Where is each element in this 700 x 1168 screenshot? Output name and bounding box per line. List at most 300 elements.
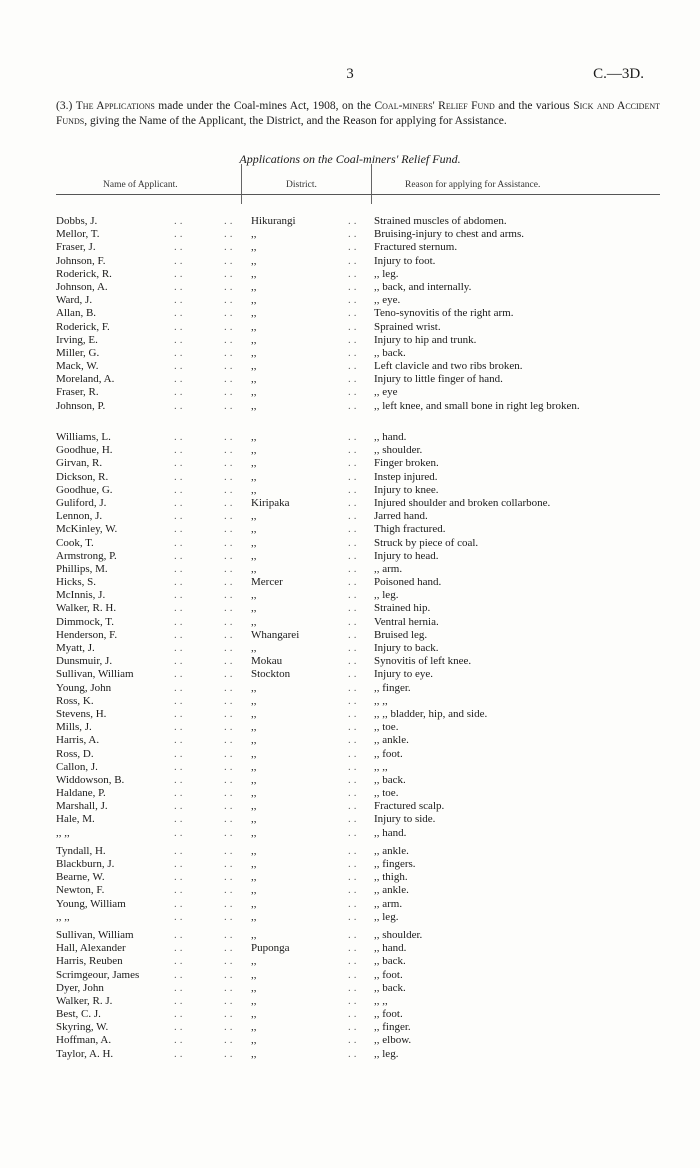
leader-dots: .. — [224, 280, 236, 293]
leader-dots: .. — [224, 942, 236, 955]
leader-dots: .. — [348, 668, 360, 681]
leader-dots: .. — [174, 1008, 186, 1021]
reason: ,, leg. — [374, 267, 399, 280]
applicant-name: Henderson, F. — [56, 628, 118, 641]
leader-dots: .. — [174, 1034, 186, 1047]
reason: ,, hand. — [374, 826, 407, 839]
reason: Strained muscles of abdomen. — [374, 215, 507, 227]
district: ,, — [251, 510, 257, 523]
district: ,, — [251, 981, 257, 994]
leader-dots: .. — [224, 615, 236, 628]
leader-dots: .. — [224, 215, 236, 227]
applicant-name: Goodhue, G. — [56, 483, 113, 496]
leader-dots: .. — [348, 562, 360, 575]
leader-dots: .. — [224, 589, 236, 602]
leader-dots: .. — [348, 280, 360, 293]
leader-dots: .. — [348, 910, 360, 923]
leader-dots: .. — [224, 470, 236, 483]
leader-dots: .. — [224, 628, 236, 641]
district: ,, — [251, 694, 257, 707]
leader-dots: .. — [224, 510, 236, 523]
reason: Injury to foot. — [374, 254, 436, 267]
reason: ,, foot. — [374, 1008, 403, 1021]
reason: ,, ,, — [374, 994, 388, 1007]
district: ,, — [251, 241, 257, 254]
leader-dots: .. — [348, 1047, 360, 1060]
district: ,, — [251, 1034, 257, 1047]
table-row — [56, 982, 660, 995]
applicant-name: Young, William — [56, 897, 126, 910]
reason: ,, finger. — [374, 681, 411, 694]
reason: ,, leg. — [374, 1047, 399, 1060]
leader-dots: .. — [174, 549, 186, 562]
district: ,, — [251, 681, 257, 694]
applicant-name: Dyer, John — [56, 981, 104, 994]
page-number: 3 — [346, 66, 354, 82]
leader-dots: .. — [174, 307, 186, 320]
reason: ,, thigh. — [374, 871, 408, 884]
applicant-name: Armstrong, P. — [56, 549, 117, 562]
leader-dots: .. — [224, 386, 236, 399]
district: ,, — [251, 844, 257, 857]
leader-dots: .. — [174, 858, 186, 871]
district: ,, — [251, 280, 257, 293]
applicant-name: Roderick, R. — [56, 267, 112, 280]
leader-dots: .. — [174, 787, 186, 800]
table-row — [56, 708, 660, 721]
reason: Instep injured. — [374, 470, 438, 483]
column-header-name: Name of Applicant. — [103, 180, 178, 190]
intro-text-2: and the various — [494, 100, 574, 112]
table-row — [56, 668, 660, 681]
leader-dots: .. — [348, 800, 360, 813]
table-row — [56, 589, 660, 602]
district: ,, — [251, 386, 257, 399]
applicant-name: Haldane, P. — [56, 787, 106, 800]
applicant-name: Fraser, J. — [56, 241, 96, 254]
applicant-name: Moreland, A. — [56, 373, 115, 386]
intro-smallcaps-2: Coal-miners' Relief Fund — [374, 100, 495, 112]
leader-dots: .. — [174, 373, 186, 386]
leader-dots: .. — [224, 373, 236, 386]
table-row — [56, 523, 660, 536]
district: ,, — [251, 536, 257, 549]
intro-paragraph — [56, 99, 660, 128]
district: Whangarei — [251, 628, 300, 641]
leader-dots: .. — [174, 910, 186, 923]
section-number: (3.) — [56, 100, 73, 112]
leader-dots: .. — [348, 589, 360, 602]
table-row — [56, 431, 660, 444]
applicant-name: Stevens, H. — [56, 707, 107, 720]
district: ,, — [251, 254, 257, 267]
leader-dots: .. — [348, 215, 360, 227]
table-row — [56, 884, 660, 897]
leader-dots: .. — [174, 602, 186, 615]
reason: Sprained wrist. — [374, 320, 441, 333]
leader-dots: .. — [174, 523, 186, 536]
leader-dots: .. — [224, 813, 236, 826]
applicant-name: ,, ,, — [56, 826, 70, 839]
leader-dots: .. — [174, 470, 186, 483]
table-row — [56, 1034, 660, 1047]
applicant-name: Hale, M. — [56, 813, 95, 826]
leader-dots: .. — [174, 346, 186, 359]
table-row — [56, 827, 660, 840]
applicant-name: Cook, T. — [56, 536, 94, 549]
leader-dots: .. — [174, 747, 186, 760]
applicant-name: Mellor, T. — [56, 228, 100, 241]
reason: ,, foot. — [374, 747, 403, 760]
leader-dots: .. — [174, 228, 186, 241]
reason: Strained hip. — [374, 602, 431, 615]
district: ,, — [251, 431, 257, 444]
table-row — [56, 268, 660, 281]
leader-dots: .. — [174, 457, 186, 470]
table-row — [56, 655, 660, 668]
leader-dots: .. — [174, 694, 186, 707]
leader-dots: .. — [174, 668, 186, 681]
leader-dots: .. — [224, 562, 236, 575]
leader-dots: .. — [348, 942, 360, 955]
reason: ,, finger. — [374, 1021, 411, 1034]
table-row — [56, 845, 660, 858]
leader-dots: .. — [348, 844, 360, 857]
applicant-name: McKinley, W. — [56, 523, 118, 536]
leader-dots: .. — [174, 721, 186, 734]
leader-dots: .. — [174, 981, 186, 994]
table-row — [56, 642, 660, 655]
applicant-name: Dobbs, J. — [56, 215, 98, 227]
leader-dots: .. — [174, 615, 186, 628]
leader-dots: .. — [224, 734, 236, 747]
leader-dots: .. — [224, 760, 236, 773]
leader-dots: .. — [174, 800, 186, 813]
district: ,, — [251, 267, 257, 280]
applications-table — [56, 215, 660, 1061]
applicant-name: Hall, Alexander — [56, 942, 126, 955]
table-subtitle: Applications on the Coal-miners' Relief Fund. — [239, 152, 461, 166]
district: ,, — [251, 444, 257, 457]
leader-dots: .. — [348, 373, 360, 386]
applicant-name: Lennon, J. — [56, 510, 103, 523]
applicant-name: Walker, R. J. — [56, 994, 113, 1007]
leader-dots: .. — [224, 549, 236, 562]
leader-dots: .. — [224, 431, 236, 444]
district: ,, — [251, 707, 257, 720]
table-row — [56, 334, 660, 347]
applicant-name: Phillips, M. — [56, 562, 108, 575]
table-row — [56, 471, 660, 484]
district: ,, — [251, 307, 257, 320]
reason: ,, foot. — [374, 968, 403, 981]
table-row — [56, 1021, 660, 1034]
district: ,, — [251, 373, 257, 386]
leader-dots: .. — [348, 858, 360, 871]
leader-dots: .. — [224, 1021, 236, 1034]
table-row — [56, 898, 660, 911]
table-row — [56, 400, 660, 426]
leader-dots: .. — [224, 800, 236, 813]
table-row — [56, 550, 660, 563]
applicant-name: Young, John — [56, 681, 112, 694]
leader-dots: .. — [348, 536, 360, 549]
leader-dots: .. — [224, 928, 236, 941]
reason: Injury to knee. — [374, 483, 439, 496]
district: ,, — [251, 760, 257, 773]
table-row — [56, 629, 660, 642]
leader-dots: .. — [224, 254, 236, 267]
leader-dots: .. — [174, 628, 186, 641]
applicant-name: Dimmock, T. — [56, 615, 114, 628]
leader-dots: .. — [174, 496, 186, 509]
table-row — [56, 813, 660, 826]
reason: Teno-synovitis of the right arm. — [374, 307, 514, 320]
table-row — [56, 215, 660, 228]
district: ,, — [251, 787, 257, 800]
applicant-name: Johnson, A. — [56, 280, 108, 293]
reason: ,, back. — [374, 346, 406, 359]
applicant-name: Dunsmuir, J. — [56, 655, 113, 668]
leader-dots: .. — [224, 1047, 236, 1060]
table-row — [56, 576, 660, 589]
leader-dots: .. — [224, 399, 236, 412]
district: ,, — [251, 955, 257, 968]
district: ,, — [251, 721, 257, 734]
applicant-name: Goodhue, H. — [56, 444, 113, 457]
district: ,, — [251, 549, 257, 562]
leader-dots: .. — [224, 858, 236, 871]
intro-smallcaps-1: The Applications — [75, 100, 155, 112]
applicant-name: Callon, J. — [56, 760, 98, 773]
district: ,, — [251, 897, 257, 910]
district: ,, — [251, 615, 257, 628]
district: ,, — [251, 773, 257, 786]
reason: ,, eye — [374, 386, 398, 399]
table-row — [56, 563, 660, 576]
leader-dots: .. — [348, 1034, 360, 1047]
district: ,, — [251, 483, 257, 496]
reason: ,, toe. — [374, 721, 399, 734]
leader-dots: .. — [224, 1008, 236, 1021]
table-row — [56, 281, 660, 294]
applicant-name: Guliford, J. — [56, 496, 107, 509]
leader-dots: .. — [224, 457, 236, 470]
table-row — [56, 255, 660, 268]
applicant-name: Miller, G. — [56, 346, 100, 359]
reason: Bruised leg. — [374, 628, 428, 641]
table-row — [56, 616, 660, 629]
table-row — [56, 241, 660, 254]
leader-dots: .. — [224, 444, 236, 457]
leader-dots: .. — [348, 955, 360, 968]
leader-dots: .. — [174, 994, 186, 1007]
reason: Ventral hernia. — [374, 615, 439, 628]
leader-dots: .. — [224, 707, 236, 720]
table-row — [56, 1008, 660, 1021]
reason: ,, ankle. — [374, 734, 409, 747]
column-divider — [371, 164, 372, 204]
leader-dots: .. — [224, 884, 236, 897]
leader-dots: .. — [224, 968, 236, 981]
applicant-name: Girvan, R. — [56, 457, 103, 470]
leader-dots: .. — [348, 981, 360, 994]
table-row — [56, 360, 660, 373]
leader-dots: .. — [174, 871, 186, 884]
table-row — [56, 682, 660, 695]
applicant-name: Marshall, J. — [56, 800, 108, 813]
district: ,, — [251, 928, 257, 941]
district: ,, — [251, 884, 257, 897]
leader-dots: .. — [174, 642, 186, 655]
intro-text-3: , giving the Name of the Applicant, the District, and the Reason for applying for Assistance. — [84, 114, 507, 127]
leader-dots: .. — [348, 773, 360, 786]
document-code: C.—3D. — [593, 66, 644, 82]
leader-dots: .. — [174, 773, 186, 786]
table-row — [56, 347, 660, 360]
district: ,, — [251, 470, 257, 483]
leader-dots: .. — [174, 360, 186, 373]
leader-dots: .. — [174, 707, 186, 720]
leader-dots: .. — [174, 928, 186, 941]
reason: Injury to head. — [374, 549, 439, 562]
applicant-name: Irving, E. — [56, 333, 98, 346]
reason: Injured shoulder and broken collarbone. — [374, 496, 551, 509]
district: ,, — [251, 994, 257, 1007]
applicant-name: Dickson, R. — [56, 470, 109, 483]
table-row — [56, 602, 660, 615]
reason: ,, ,, — [374, 760, 388, 773]
leader-dots: .. — [224, 483, 236, 496]
applicant-name: Bearne, W. — [56, 871, 105, 884]
leader-dots: .. — [348, 721, 360, 734]
leader-dots: .. — [174, 444, 186, 457]
leader-dots: .. — [348, 694, 360, 707]
leader-dots: .. — [174, 760, 186, 773]
leader-dots: .. — [224, 576, 236, 589]
leader-dots: .. — [348, 968, 360, 981]
applicant-name: Taylor, A. H. — [56, 1047, 114, 1060]
applicant-name: Tyndall, H. — [56, 844, 106, 857]
applicant-name: Best, C. J. — [56, 1008, 101, 1021]
reason: Struck by piece of coal. — [374, 536, 479, 549]
reason: ,, arm. — [374, 897, 403, 910]
applicant-name: Allan, B. — [56, 307, 97, 320]
leader-dots: .. — [174, 320, 186, 333]
table-row — [56, 787, 660, 800]
leader-dots: .. — [348, 386, 360, 399]
leader-dots: .. — [224, 910, 236, 923]
leader-dots: .. — [174, 942, 186, 955]
reason: Injury to little finger of hand. — [374, 373, 503, 386]
district: Mokau — [251, 655, 283, 668]
district: ,, — [251, 523, 257, 536]
leader-dots: .. — [224, 747, 236, 760]
leader-dots: .. — [224, 360, 236, 373]
leader-dots: .. — [174, 399, 186, 412]
district: ,, — [251, 457, 257, 470]
district: ,, — [251, 1008, 257, 1021]
reason: Poisoned hand. — [374, 576, 442, 589]
district: Puponga — [251, 942, 290, 955]
leader-dots: .. — [224, 642, 236, 655]
leader-dots: .. — [174, 254, 186, 267]
applicant-name: Johnson, F. — [56, 254, 106, 267]
leader-dots: .. — [174, 267, 186, 280]
leader-dots: .. — [348, 897, 360, 910]
leader-dots: .. — [224, 346, 236, 359]
leader-dots: .. — [174, 734, 186, 747]
district: ,, — [251, 642, 257, 655]
leader-dots: .. — [348, 813, 360, 826]
leader-dots: .. — [348, 431, 360, 444]
district: ,, — [251, 602, 257, 615]
leader-dots: .. — [174, 655, 186, 668]
leader-dots: .. — [348, 747, 360, 760]
reason: ,, arm. — [374, 562, 403, 575]
leader-dots: .. — [348, 496, 360, 509]
table-row — [56, 761, 660, 774]
reason: ,, hand. — [374, 942, 407, 955]
table-row — [56, 955, 660, 968]
leader-dots: .. — [224, 523, 236, 536]
leader-dots: .. — [348, 576, 360, 589]
table-row — [56, 457, 660, 470]
district: ,, — [251, 968, 257, 981]
leader-dots: .. — [224, 681, 236, 694]
district: ,, — [251, 734, 257, 747]
reason: ,, ,, bladder, hip, and side. — [374, 707, 488, 720]
table-row — [56, 228, 660, 241]
table-row — [56, 537, 660, 550]
leader-dots: .. — [174, 536, 186, 549]
district: ,, — [251, 228, 257, 241]
leader-dots: .. — [174, 813, 186, 826]
table-row — [56, 484, 660, 497]
table-row — [56, 497, 660, 510]
table-row — [56, 695, 660, 708]
reason: Thigh fractured. — [374, 523, 446, 536]
reason: ,, back. — [374, 981, 406, 994]
district: ,, — [251, 294, 257, 307]
applicant-name: Williams, L. — [56, 431, 111, 444]
applicant-name: Ward, J. — [56, 294, 93, 307]
leader-dots: .. — [348, 360, 360, 373]
reason: ,, fingers. — [374, 858, 416, 871]
leader-dots: .. — [174, 589, 186, 602]
district: ,, — [251, 346, 257, 359]
applicant-name: Hoffman, A. — [56, 1034, 112, 1047]
leader-dots: .. — [174, 897, 186, 910]
applicant-name: Sullivan, William — [56, 928, 134, 941]
table-row — [56, 774, 660, 787]
leader-dots: .. — [224, 655, 236, 668]
leader-dots: .. — [174, 562, 186, 575]
leader-dots: .. — [224, 241, 236, 254]
district: ,, — [251, 747, 257, 760]
applicant-name: Harris, Reuben — [56, 955, 123, 968]
leader-dots: .. — [348, 399, 360, 412]
applicant-name: Harris, A. — [56, 734, 100, 747]
leader-dots: .. — [224, 994, 236, 1007]
applicant-name: Walker, R. H. — [56, 602, 117, 615]
table-row — [56, 321, 660, 334]
leader-dots: .. — [174, 968, 186, 981]
district: ,, — [251, 858, 257, 871]
leader-dots: .. — [174, 483, 186, 496]
reason: Bruising-injury to chest and arms. — [374, 228, 525, 241]
applicant-name: Newton, F. — [56, 884, 105, 897]
